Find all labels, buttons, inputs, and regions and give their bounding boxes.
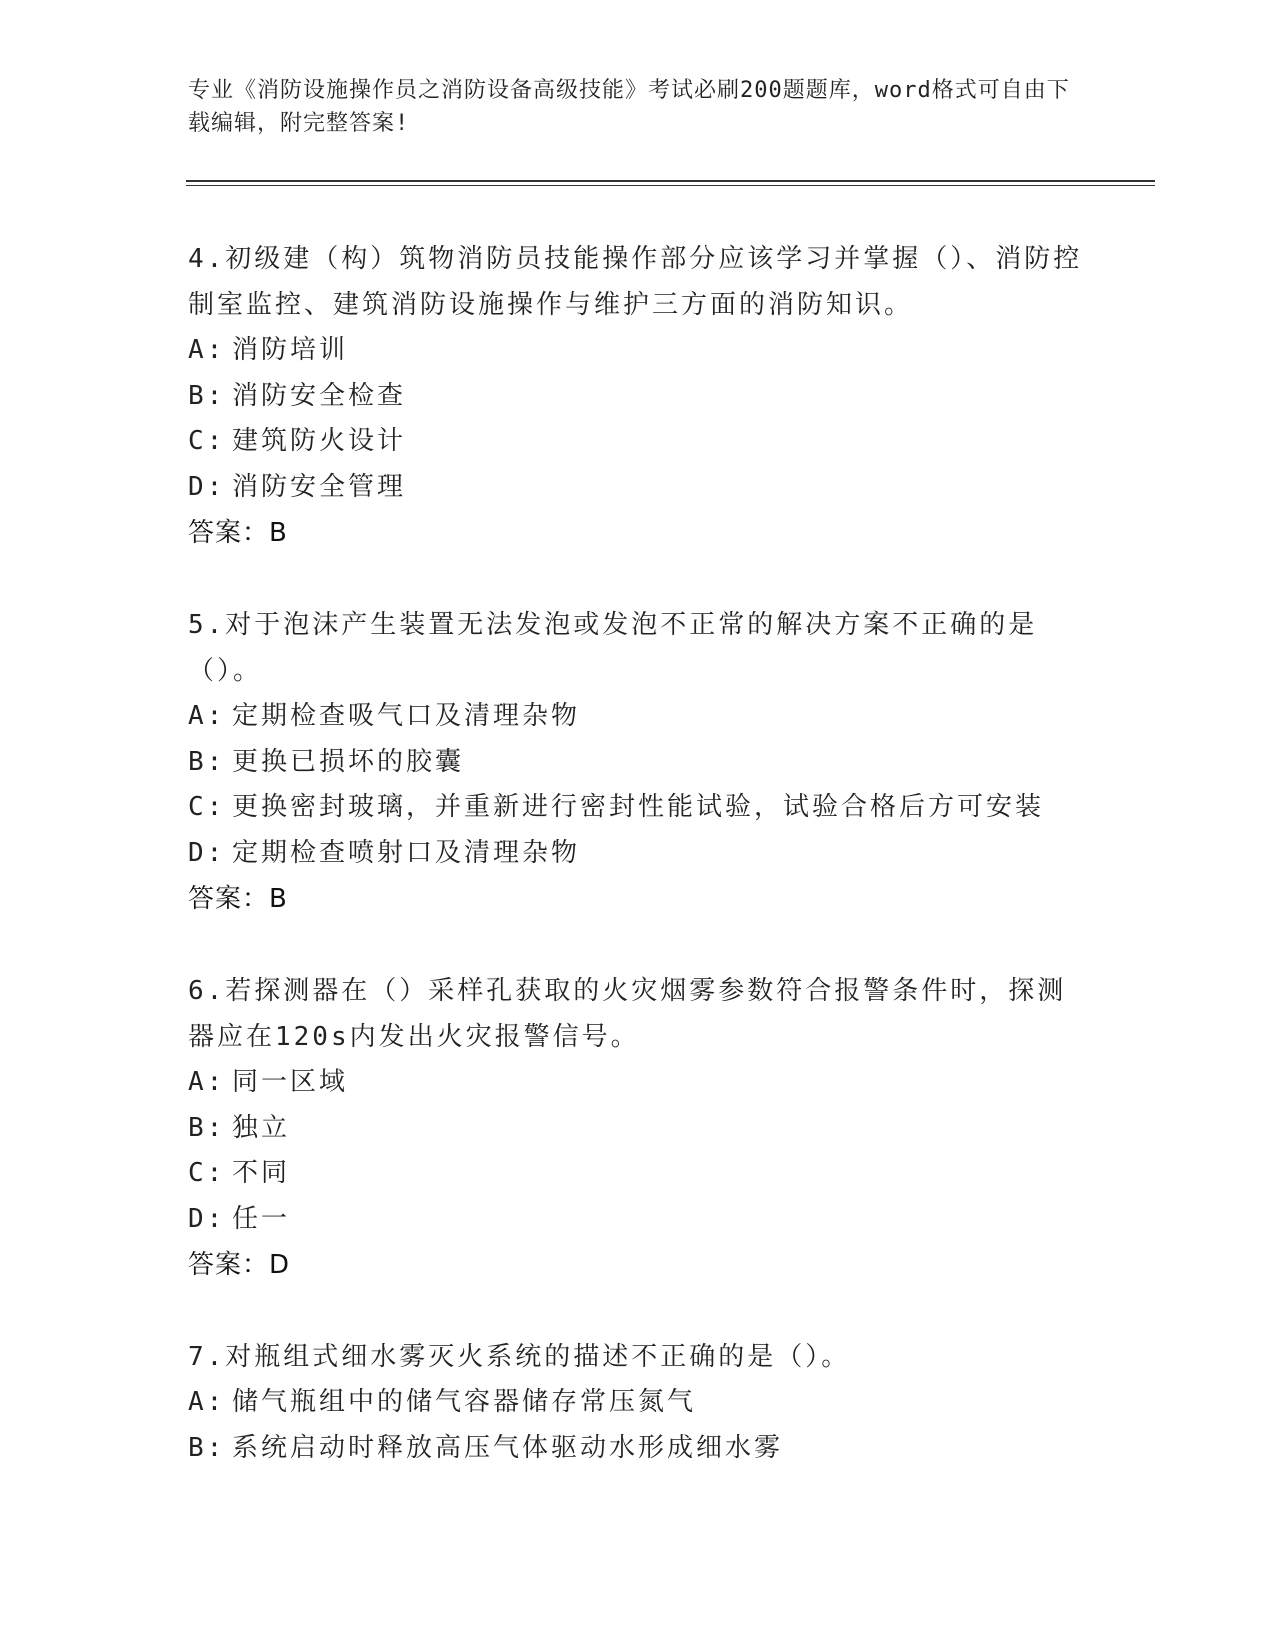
- option-text: 消防安全检查: [232, 380, 407, 411]
- option-letter: A:: [188, 1387, 226, 1417]
- option-a: [188, 1060, 1088, 1106]
- answer-line: [188, 876, 1088, 922]
- option-c: [188, 785, 1088, 831]
- option-letter: D:: [188, 837, 226, 868]
- option-letter: D:: [188, 471, 226, 502]
- question-5: [188, 602, 1088, 922]
- header-title: 专业《消防设施操作员之消防设备高级技能》考试必刷200题题库，word格式可自由下载编辑，附完整答案!: [188, 78, 1070, 136]
- option-letter: B:: [188, 1432, 226, 1463]
- option-text: 消防培训: [232, 335, 349, 365]
- option-text: 建筑防火设计: [232, 426, 407, 456]
- option-letter: C:: [188, 792, 226, 822]
- option-a: [188, 1380, 1088, 1426]
- option-text: 独立: [232, 1112, 291, 1143]
- option-b: [188, 1426, 1088, 1472]
- question-6: [188, 968, 1088, 1288]
- option-b: [188, 740, 1088, 786]
- answer-line: [188, 510, 1088, 556]
- document-header: [188, 74, 1088, 140]
- question-7: [188, 1334, 1088, 1471]
- answer-label: 答案：: [188, 884, 270, 914]
- question-text: 6.若探测器在（）采样孔获取的火灾烟雾参数符合报警条件时，探测器应在120s内发出火灾报警信号。: [188, 976, 1067, 1052]
- option-text: 消防安全管理: [232, 471, 407, 502]
- option-letter: B:: [188, 380, 226, 411]
- question-4: [188, 236, 1088, 556]
- option-letter: A:: [188, 701, 226, 731]
- answer-value: D: [269, 1250, 291, 1280]
- question-list: [188, 236, 1088, 1517]
- option-text: 同一区域: [232, 1067, 349, 1097]
- option-text: 不同: [232, 1158, 291, 1188]
- option-letter: A:: [188, 335, 226, 365]
- answer-label: 答案：: [188, 518, 270, 548]
- header-divider-thick: [186, 180, 1155, 182]
- header-divider-thin: [186, 185, 1155, 186]
- option-letter: C:: [188, 426, 226, 456]
- option-b: [188, 374, 1088, 420]
- option-letter: D:: [188, 1203, 226, 1234]
- option-letter: C:: [188, 1158, 226, 1188]
- option-text: 更换已损坏的胶囊: [232, 746, 465, 777]
- option-text: 任一: [232, 1203, 291, 1234]
- option-letter: A:: [188, 1067, 226, 1097]
- question-text: 5.对于泡沫产生装置无法发泡或发泡不正常的解决方案不正确的是（）。: [188, 610, 1038, 686]
- option-text: 系统启动时释放高压气体驱动水形成细水雾: [232, 1432, 784, 1463]
- option-d: [188, 1197, 1088, 1243]
- question-text: 7.对瓶组式细水雾灭火系统的描述不正确的是（）。: [188, 1342, 851, 1372]
- question-text: 4.初级建（构）筑物消防员技能操作部分应该学习并掌握（）、消防控制室监控、建筑消防设施操作与维护三方面的消防知识。: [188, 244, 1083, 320]
- option-text: 定期检查吸气口及清理杂物: [232, 701, 581, 731]
- option-a: [188, 328, 1088, 374]
- option-letter: B:: [188, 746, 226, 777]
- answer-label: 答案：: [188, 1250, 270, 1280]
- option-b: [188, 1106, 1088, 1152]
- option-c: [188, 1151, 1088, 1197]
- answer-value: B: [269, 884, 288, 914]
- option-text: 储气瓶组中的储气容器储存常压氮气: [232, 1387, 697, 1417]
- option-letter: B:: [188, 1112, 226, 1143]
- option-a: [188, 694, 1088, 740]
- answer-line: [188, 1242, 1088, 1288]
- option-c: [188, 419, 1088, 465]
- answer-value: B: [269, 518, 288, 548]
- option-d: [188, 831, 1088, 877]
- option-d: [188, 465, 1088, 511]
- option-text: 更换密封玻璃，并重新进行密封性能试验，试验合格后方可安装: [232, 792, 1045, 822]
- option-text: 定期检查喷射口及清理杂物: [232, 837, 581, 868]
